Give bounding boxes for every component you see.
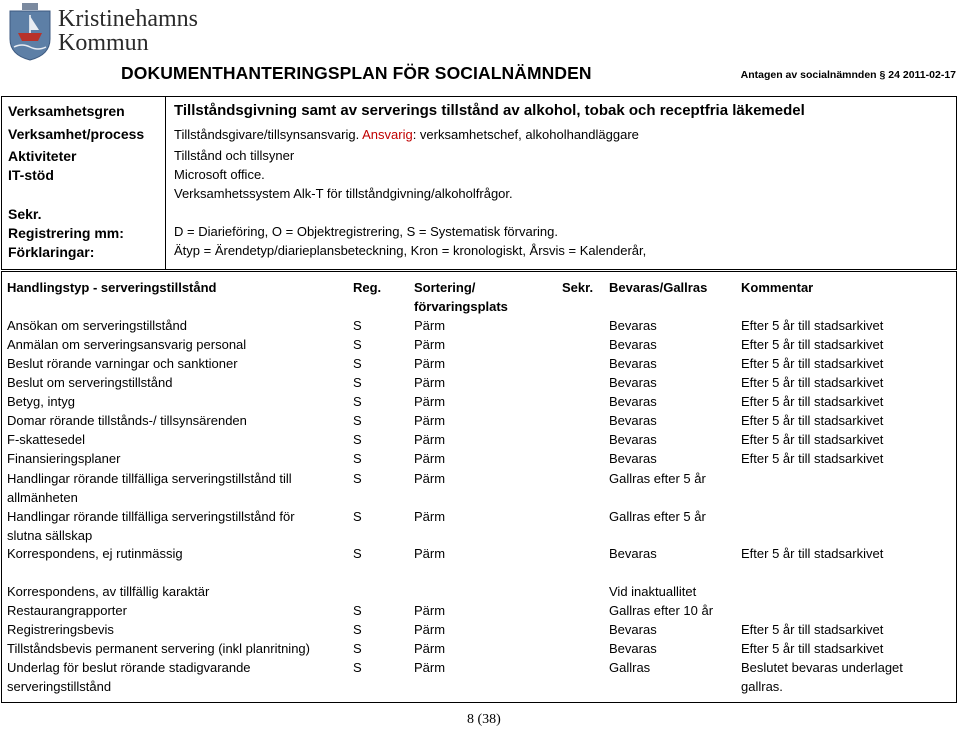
- reg-cell: S: [353, 432, 362, 447]
- handlingstyp-cell: F-skattesedel: [7, 432, 86, 447]
- col-header-sekr: Sekr.: [562, 280, 594, 295]
- sortering-cell: Pärm: [414, 413, 446, 428]
- forklaringar-label: Förklaringar:: [8, 244, 95, 260]
- itstod-label: IT-stöd: [8, 167, 54, 183]
- reg-cell: S: [353, 471, 362, 486]
- registrering-value: D = Diarieföring, O = Objektregistrering, S = Systematisk förvaring.: [174, 224, 559, 239]
- process-value-post: : verksamhetschef, alkoholhandläggare: [412, 127, 639, 142]
- kommentar-cell: Efter 5 år till stadsarkivet: [741, 375, 884, 390]
- kommentar-cell: Efter 5 år till stadsarkivet: [741, 318, 884, 333]
- sortering-cell: Pärm: [414, 337, 446, 352]
- bevaras-cell: Bevaras: [609, 318, 657, 333]
- adopted-note: Antagen av socialnämnden § 24 2011-02-17: [740, 69, 956, 81]
- bevaras-cell: Gallras efter 5 år: [609, 509, 706, 524]
- col-header-bevaras: Bevaras/Gallras: [609, 280, 708, 295]
- kommentar-cell: Efter 5 år till stadsarkivet: [741, 337, 884, 352]
- bevaras-cell: Vid inaktuallitet: [609, 584, 697, 599]
- handlingstyp-cell: serveringstillstånd: [7, 679, 112, 694]
- handlingstyp-cell: allmänheten: [7, 490, 78, 505]
- handlingstyp-cell: Korrespondens, av tillfällig karaktär: [7, 584, 210, 599]
- reg-cell: S: [353, 337, 362, 352]
- reg-cell: S: [353, 622, 362, 637]
- sortering-cell: Pärm: [414, 451, 446, 466]
- sortering-cell: Pärm: [414, 471, 446, 486]
- bevaras-cell: Bevaras: [609, 375, 657, 390]
- reg-cell: S: [353, 603, 362, 618]
- document-title: DOKUMENTHANTERINGSPLAN FÖR SOCIALNÄMNDEN: [121, 63, 592, 83]
- kommentar-cell: Efter 5 år till stadsarkivet: [741, 413, 884, 428]
- sortering-cell: Pärm: [414, 394, 446, 409]
- sortering-cell: Pärm: [414, 603, 446, 618]
- sortering-cell: Pärm: [414, 509, 446, 524]
- reg-cell: S: [353, 356, 362, 371]
- reg-cell: S: [353, 375, 362, 390]
- aktiviteter-label: Aktiviteter: [8, 148, 77, 164]
- bevaras-cell: Bevaras: [609, 432, 657, 447]
- verksamhetsgren-value: Tillståndsgivning samt av serverings tillstånd av alkohol, tobak och receptfria läkemedel: [174, 102, 805, 119]
- itstod-value-1: Microsoft office.: [174, 167, 265, 182]
- handlingstyp-cell: slutna sällskap: [7, 528, 93, 543]
- handlingstyp-cell: Tillståndsbevis permanent servering (inkl planritning): [7, 641, 310, 656]
- sortering-cell: Pärm: [414, 318, 446, 333]
- kommentar-cell: Efter 5 år till stadsarkivet: [741, 622, 884, 637]
- reg-cell: S: [353, 509, 362, 524]
- col-header-kommentar: Kommentar: [741, 280, 814, 295]
- sortering-cell: Pärm: [414, 546, 446, 561]
- sekr-label: Sekr.: [8, 206, 42, 222]
- col-header-sortering-line2: förvaringsplats: [414, 299, 508, 314]
- bevaras-cell: Bevaras: [609, 337, 657, 352]
- reg-cell: S: [353, 451, 362, 466]
- handlingstyp-cell: Anmälan om serveringsansvarig personal: [7, 337, 247, 352]
- municipality-name-line1: Kristinehamns: [58, 6, 198, 32]
- sortering-cell: Pärm: [414, 660, 446, 675]
- forklaringar-value: Ätyp = Ärendetyp/diarieplansbeteckning, Kron = kronologiskt, Årsvis = Kalenderår,: [174, 243, 647, 258]
- kommentar-cell: Efter 5 år till stadsarkivet: [741, 546, 884, 561]
- col-header-reg: Reg.: [353, 280, 382, 295]
- sortering-cell: Pärm: [414, 375, 446, 390]
- bevaras-cell: Bevaras: [609, 356, 657, 371]
- process-value: [174, 127, 639, 142]
- kommentar-cell: Efter 5 år till stadsarkivet: [741, 451, 884, 466]
- municipality-name-line2: Kommun: [58, 30, 149, 56]
- sortering-cell: Pärm: [414, 432, 446, 447]
- kommentar-cell: Efter 5 år till stadsarkivet: [741, 641, 884, 656]
- info-box: [1, 96, 957, 270]
- handlingstyp-cell: Betyg, intyg: [7, 394, 75, 409]
- registrering-label: Registrering mm:: [8, 225, 124, 241]
- reg-cell: S: [353, 413, 362, 428]
- reg-cell: S: [353, 318, 362, 333]
- bevaras-cell: Bevaras: [609, 413, 657, 428]
- aktiviteter-value: Tillstånd och tillsyner: [174, 148, 295, 163]
- handlingstyp-cell: Handlingar rörande tillfälliga serveringstillstånd för: [7, 509, 295, 524]
- itstod-value-2: Verksamhetssystem Alk-T för tillståndgivning/alkoholfrågor.: [174, 186, 513, 201]
- reg-cell: S: [353, 641, 362, 656]
- handlingstyp-cell: Beslut rörande varningar och sanktioner: [7, 356, 238, 371]
- sortering-cell: Pärm: [414, 356, 446, 371]
- handlingstyp-cell: Registreringsbevis: [7, 622, 114, 637]
- reg-cell: S: [353, 660, 362, 675]
- sortering-cell: Pärm: [414, 641, 446, 656]
- handlingstyp-cell: Domar rörande tillstånds-/ tillsynsärenden: [7, 413, 247, 428]
- verksamhetsgren-label: Verksamhetsgren: [8, 103, 125, 119]
- bevaras-cell: Bevaras: [609, 546, 657, 561]
- sortering-cell: Pärm: [414, 622, 446, 637]
- handlingstyp-cell: Restaurangrapporter: [7, 603, 127, 618]
- bevaras-cell: Gallras: [609, 660, 651, 675]
- municipality-name: [58, 8, 198, 56]
- bevaras-cell: Bevaras: [609, 394, 657, 409]
- process-value-ansvarig: Ansvarig: [362, 127, 413, 142]
- bevaras-cell: Bevaras: [609, 451, 657, 466]
- handlingstyp-cell: Ansökan om serveringstillstånd: [7, 318, 187, 333]
- handlingstyp-cell: Beslut om serveringstillstånd: [7, 375, 173, 390]
- kommentar-cell: gallras.: [741, 679, 783, 694]
- handlingstyp-cell: Underlag för beslut rörande stadigvarande: [7, 660, 251, 675]
- kommentar-cell: Efter 5 år till stadsarkivet: [741, 432, 884, 447]
- kristinehamn-coat-of-arms-logo: [8, 3, 52, 61]
- bevaras-cell: Bevaras: [609, 622, 657, 637]
- kommentar-cell: Efter 5 år till stadsarkivet: [741, 394, 884, 409]
- bevaras-cell: Gallras efter 10 år: [609, 603, 714, 618]
- col-header-sortering: Sortering/: [414, 280, 476, 295]
- bevaras-cell: Bevaras: [609, 641, 657, 656]
- handlingstyp-cell: Handlingar rörande tillfälliga serveringstillstånd till: [7, 471, 292, 486]
- bevaras-cell: Gallras efter 5 år: [609, 471, 706, 486]
- kommentar-cell: Beslutet bevaras underlaget: [741, 660, 903, 675]
- reg-cell: S: [353, 546, 362, 561]
- reg-cell: S: [353, 394, 362, 409]
- page-number: 8 (38): [467, 712, 501, 727]
- handlingstyp-cell: Korrespondens, ej rutinmässig: [7, 546, 183, 561]
- col-header-handlingstyp: Handlingstyp - serveringstillstånd: [7, 280, 217, 295]
- process-label: Verksamhet/process: [8, 126, 145, 142]
- handlingstyp-cell: Finansieringsplaner: [7, 451, 121, 466]
- process-value-pre: Tillståndsgivare/tillsynsansvarig.: [174, 127, 360, 142]
- kommentar-cell: Efter 5 år till stadsarkivet: [741, 356, 884, 371]
- crown-icon: [22, 3, 38, 10]
